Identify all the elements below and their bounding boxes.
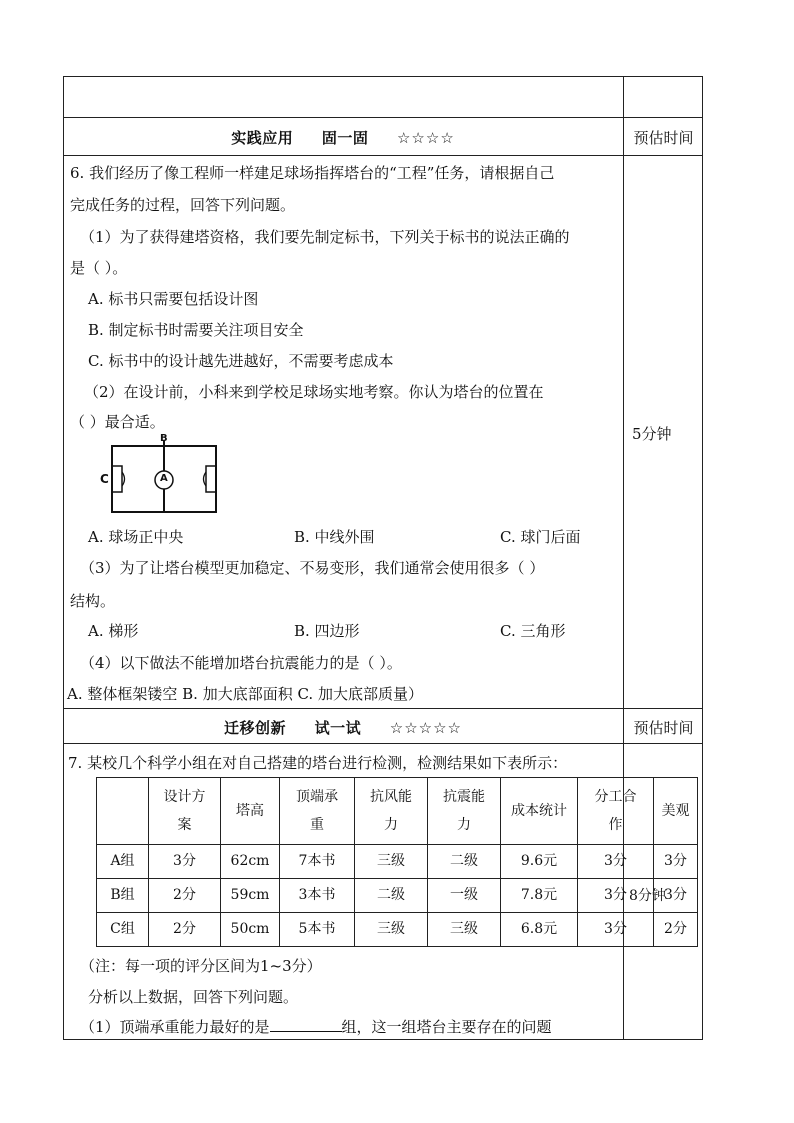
table-cell: 2分	[149, 879, 221, 913]
table-cell: 三级	[355, 845, 428, 879]
table-cell: 一级	[428, 879, 501, 913]
table-cell: A组	[97, 845, 149, 879]
option-text: A. 整体框架镂空 B. 加大底部面积 C. 加大底部质量）	[67, 685, 423, 703]
table-cell: B组	[97, 879, 149, 913]
question-text: 是（ ）。	[70, 259, 128, 277]
table-cell: 7本书	[280, 845, 355, 879]
table-header-cell: 顶端承 重	[280, 778, 355, 845]
option-text: A. 球场正中央	[88, 528, 184, 546]
table-cell: 二级	[355, 879, 428, 913]
table-header-cell: 抗风能 力	[355, 778, 428, 845]
option-text: B. 制定标书时需要关注项目安全	[88, 321, 304, 339]
time-label: 预估时间	[633, 719, 694, 737]
field-label-a: A	[160, 473, 168, 484]
section-title: 实践应用 固一固 ☆☆☆☆	[231, 129, 455, 147]
question-text: （1）为了获得建塔资格，我们要先制定标书，下列关于标书的说法正确的	[80, 228, 570, 246]
field-label-b: B	[160, 433, 168, 444]
question-text: （ ）最合适。	[70, 413, 165, 431]
option-text: C. 标书中的设计越先进越好，不需要考虑成本	[88, 352, 394, 370]
time-value: 5分钟	[632, 425, 672, 443]
option-text: A. 标书只需要包括设计图	[88, 290, 259, 308]
divider	[63, 708, 703, 709]
table-cell: 3分	[578, 845, 654, 879]
table-cell: 3分	[578, 879, 654, 913]
table-cell: 3本书	[280, 879, 355, 913]
table-cell: 3分	[149, 845, 221, 879]
table-header-cell	[97, 778, 149, 845]
table-row	[97, 879, 698, 913]
table-cell: 2分	[149, 913, 221, 947]
divider	[63, 743, 703, 744]
note-text: （注：每一项的评分区间为1~3分）	[80, 957, 322, 975]
table-cell: 50cm	[221, 913, 280, 947]
answer-blank[interactable]	[270, 1017, 342, 1032]
question-text: 6. 我们经历了像工程师一样建足球场指挥塔台的“工程”任务，请根据自己	[70, 164, 555, 182]
star-rating: ☆☆☆☆	[396, 129, 455, 147]
table-cell: 二级	[428, 845, 501, 879]
table-cell: 三级	[355, 913, 428, 947]
table-cell: 3分	[654, 879, 698, 913]
option-text: B. 四边形	[294, 622, 360, 640]
table-cell: 9.6元	[501, 845, 578, 879]
table-cell: 62cm	[221, 845, 280, 879]
table-header-cell: 美观	[654, 778, 698, 845]
results-table	[96, 777, 698, 947]
question-text: 完成任务的过程，回答下列问题。	[70, 196, 296, 214]
question-text: 结构。	[70, 592, 116, 610]
table-row	[97, 913, 698, 947]
table-header-cell: 成本统计	[501, 778, 578, 845]
table-header-cell: 塔高	[221, 778, 280, 845]
table-cell: 5本书	[280, 913, 355, 947]
table-cell: 3分	[654, 845, 698, 879]
table-cell: 7.8元	[501, 879, 578, 913]
option-text: A. 梯形	[88, 622, 139, 640]
table-header-cell: 设计方 案	[149, 778, 221, 845]
question-text: （4）以下做法不能增加塔台抗震能力的是（ ）。	[80, 654, 402, 672]
divider	[63, 155, 703, 156]
question-text: 7. 某校几个科学小组在对自己搭建的塔台进行检测，检测结果如下表所示：	[68, 754, 568, 772]
question-text: 分析以上数据，回答下列问题。	[88, 988, 299, 1006]
section-title: 迁移创新 试一试 ☆☆☆☆☆	[223, 719, 463, 737]
option-text: B. 中线外围	[294, 528, 375, 546]
option-text: C. 三角形	[500, 622, 566, 640]
table-cell: 59cm	[221, 879, 280, 913]
question-text: （3）为了让塔台模型更加稳定、不易变形，我们通常会使用很多（ ）	[80, 559, 545, 577]
question-text: （2）在设计前，小科来到学校足球场实地考察。你认为塔台的位置在	[84, 383, 544, 401]
table-cell: 3分	[578, 913, 654, 947]
table-header-cell: 抗震能 力	[428, 778, 501, 845]
table-cell: 三级	[428, 913, 501, 947]
divider	[63, 117, 703, 118]
table-row	[97, 845, 698, 879]
column-divider	[623, 76, 624, 708]
time-label: 预估时间	[633, 129, 694, 147]
table-cell: 6.8元	[501, 913, 578, 947]
option-text: C. 球门后面	[500, 528, 581, 546]
table-header-row	[97, 778, 698, 845]
time-value: 8分钟	[629, 888, 666, 904]
star-rating: ☆☆☆☆☆	[389, 719, 463, 737]
football-field-diagram	[98, 433, 222, 516]
table-header-cell: 分工合 作	[578, 778, 654, 845]
field-label-c: C	[100, 472, 109, 486]
table-cell: 2分	[654, 913, 698, 947]
question-text: （1）顶端承重能力最好的是 组，这一组塔台主要存在的问题	[80, 1018, 552, 1036]
table-cell: C组	[97, 913, 149, 947]
